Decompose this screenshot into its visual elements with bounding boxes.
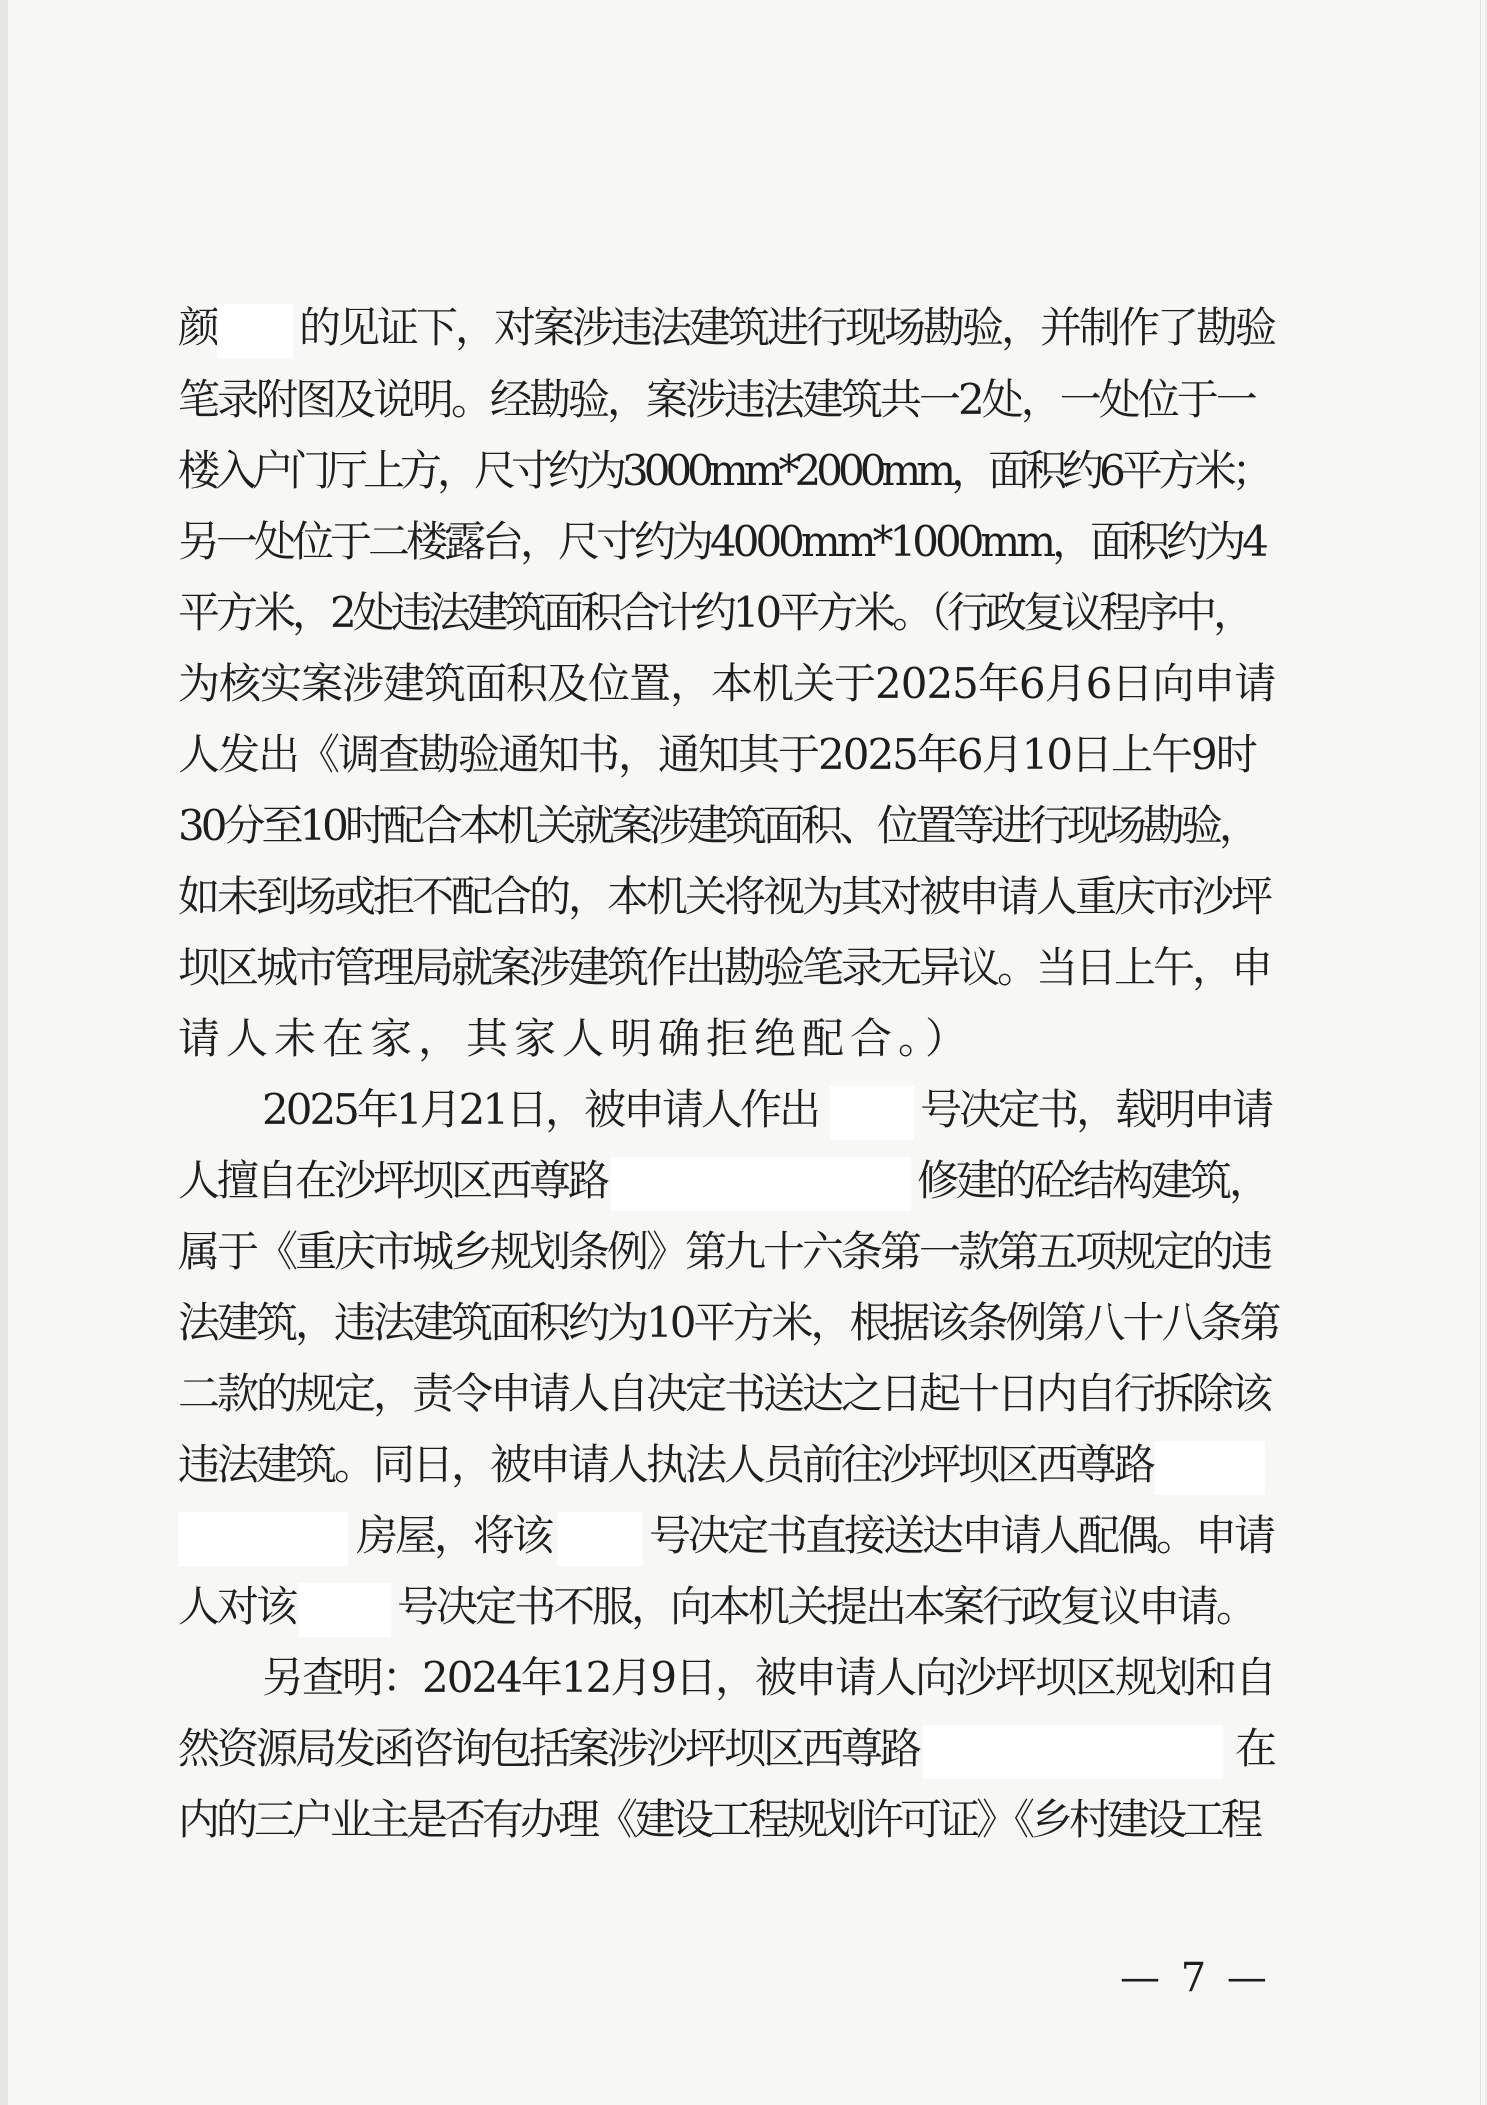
text-line bbox=[178, 292, 1278, 364]
text-line bbox=[178, 648, 1278, 720]
text-segment: 为核实案涉建筑面积及位置，本机关于2025年6月6日向申请 bbox=[178, 659, 1276, 708]
text-segment: 号决定书，载明申请 bbox=[920, 1085, 1272, 1134]
text-line bbox=[178, 577, 1278, 649]
text-segment: 违法建筑。同日，被申请人执法人员前往沙坪坝区西尊路 bbox=[178, 1440, 1154, 1489]
text-segment: 人对该 bbox=[178, 1582, 296, 1631]
text-line bbox=[178, 1713, 1278, 1785]
text-line bbox=[178, 719, 1278, 791]
text-line bbox=[178, 932, 1278, 1004]
text-line bbox=[178, 1216, 1278, 1288]
redaction-box bbox=[178, 1512, 348, 1566]
text-segment: 房屋，将该 bbox=[356, 1511, 552, 1560]
text-line bbox=[178, 1145, 1278, 1217]
text-segment: 请人未在家，其家人明确拒绝配合。） bbox=[178, 1014, 974, 1063]
text-segment: 属于《重庆市城乡规划条例》第九十六条第一款第五项规定的违 bbox=[178, 1227, 1271, 1276]
text-line bbox=[178, 506, 1278, 578]
redaction-box bbox=[830, 1086, 914, 1140]
text-segment: 如未到场或拒不配合的，本机关将视为其对被申请人重庆市沙坪 bbox=[178, 872, 1271, 921]
text-segment: 2025年1月21日，被申请人作出 bbox=[262, 1085, 819, 1134]
text-line bbox=[178, 1571, 1278, 1643]
text-segment: 人擅自在沙坪坝区西尊路 bbox=[178, 1156, 608, 1205]
redaction-box bbox=[557, 1512, 643, 1566]
text-segment: 人发出《调查勘验通知书，通知其于2025年6月10日上午9时 bbox=[178, 730, 1256, 779]
text-line bbox=[178, 1784, 1278, 1856]
text-segment: 另一处位于二楼露台，尺寸约为4000mm*1000mm，面积约为4 bbox=[178, 517, 1265, 566]
page-edge bbox=[0, 0, 8, 2105]
paragraph-start-line bbox=[262, 1642, 1278, 1714]
redaction-box bbox=[217, 304, 293, 358]
redaction-box bbox=[923, 1725, 1223, 1779]
text-segment: 号决定书不服，向本机关提出本案行政复议申请。 bbox=[397, 1582, 1256, 1631]
text-line bbox=[178, 435, 1278, 507]
text-segment: 另查明：2024年12月9日，被申请人向沙坪坝区规划和自 bbox=[262, 1653, 1276, 1702]
text-line bbox=[178, 790, 1278, 862]
text-segment: 然资源局发函咨询包括案涉沙坪坝区西尊路 bbox=[178, 1724, 920, 1773]
redaction-box bbox=[1155, 1441, 1265, 1495]
redaction-box bbox=[611, 1157, 911, 1211]
text-segment: 坝区城市管理局就案涉建筑作出勘验笔录无异议。当日上午，申 bbox=[178, 943, 1271, 992]
text-line bbox=[178, 1500, 1278, 1572]
redaction-box bbox=[299, 1583, 391, 1637]
text-line bbox=[178, 1429, 1278, 1501]
text-segment: 修建的砼结构建筑， bbox=[917, 1156, 1269, 1205]
text-segment: 号决定书直接送达申请人配偶。申请 bbox=[649, 1511, 1274, 1560]
text-line bbox=[178, 861, 1278, 933]
text-segment: 笔录附图及说明。经勘验，案涉违法建筑共一2处，一处位于一 bbox=[178, 375, 1255, 424]
text-segment: 内的三户业主是否有办理《建设工程规划许可证》《乡村建设工程 bbox=[178, 1795, 1260, 1844]
text-line bbox=[178, 364, 1278, 436]
text-segment: 在 bbox=[1235, 1724, 1275, 1773]
text-segment: 楼入户门厅上方，尺寸约为3000mm*2000mm，面积约6平方米； bbox=[178, 446, 1269, 495]
text-line bbox=[178, 1358, 1278, 1430]
text-segment: 法建筑，违法建筑面积约为10平方米，根据该条例第八十八条第 bbox=[178, 1298, 1279, 1347]
scan-shadow bbox=[1480, 0, 1481, 2105]
text-line bbox=[178, 1287, 1278, 1359]
text-segment: 30分至10时配合本机关就案涉建筑面积、位置等进行现场勘验， bbox=[178, 801, 1257, 850]
text-line bbox=[178, 1003, 1278, 1075]
text-segment: 的见证下，对案涉违法建筑进行现场勘验，并制作了勘验 bbox=[299, 303, 1275, 352]
text-segment: 二款的规定，责令申请人自决定书送达之日起十日内自行拆除该 bbox=[178, 1369, 1271, 1418]
page-number: — 7 — bbox=[1120, 1955, 1271, 2001]
paragraph-start-line bbox=[262, 1074, 1278, 1146]
text-segment: 颜 bbox=[178, 303, 218, 352]
text-segment: 平方米，2处违法建筑面积合计约10平方米。（行政复议程序中， bbox=[178, 588, 1252, 637]
